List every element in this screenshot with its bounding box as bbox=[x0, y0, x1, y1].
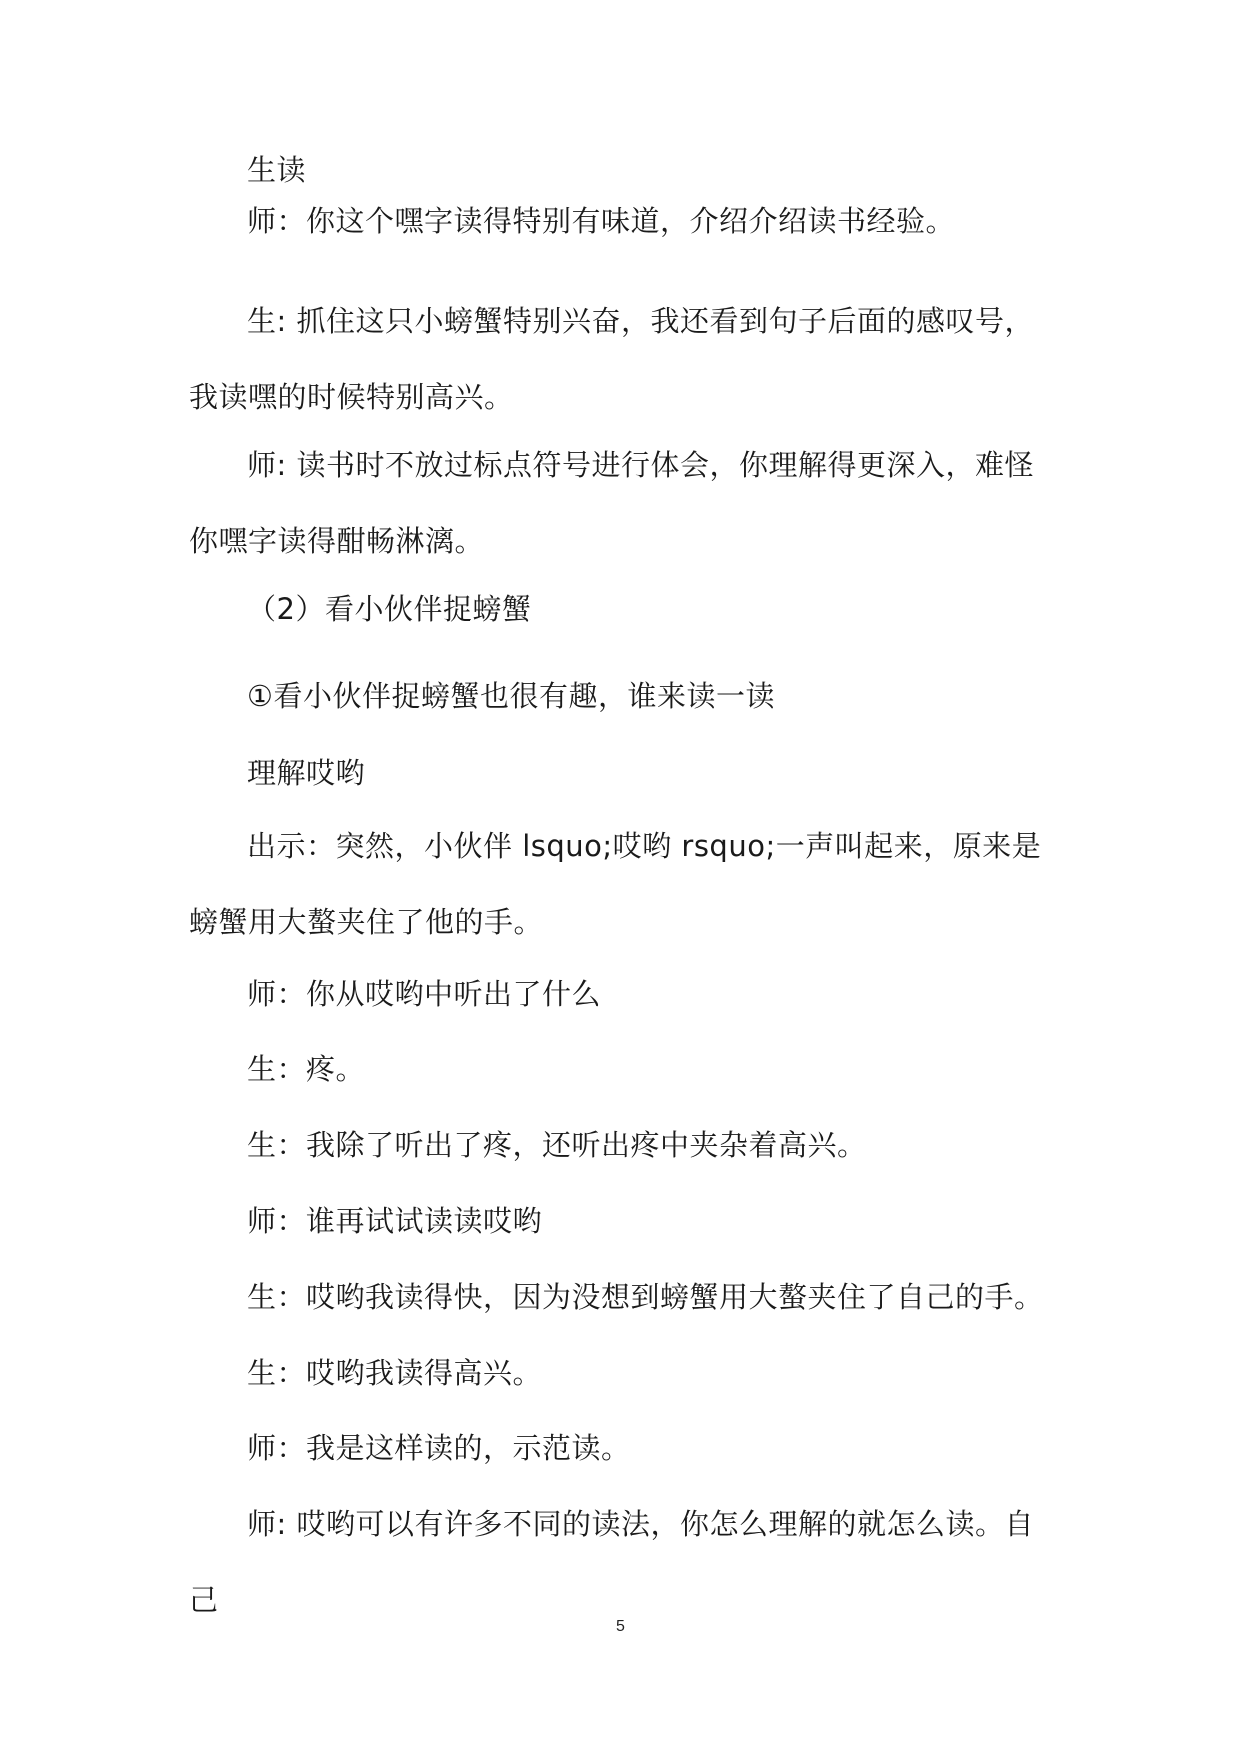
section-heading: （2）看小伙伴捉螃蟹 bbox=[247, 592, 532, 626]
paragraph-1: 生读 bbox=[247, 153, 307, 187]
paragraph-13: 生：哎哟我读得快，因为没想到螃蟹用大螯夹住了自己的手。 bbox=[247, 1280, 1044, 1314]
paragraph-15: 师：我是这样读的，示范读。 bbox=[247, 1431, 631, 1465]
paragraph-12: 师：谁再试试读读哎哟 bbox=[247, 1204, 543, 1238]
paragraph-3: 生: 抓住这只小螃蟹特别兴奋，我还看到句子后面的感叹号，我读嘿的时候特别高兴。 bbox=[189, 304, 1034, 414]
paragraph-10: 生：疼。 bbox=[247, 1052, 366, 1086]
paragraph-7: 理解哎哟 bbox=[247, 756, 366, 790]
paragraph-6: ①看小伙伴捉螃蟹也很有趣，谁来读一读 bbox=[247, 679, 775, 713]
page-number: 5 bbox=[616, 1618, 625, 1635]
paragraph-2: 师：你这个嘿字读得特别有味道，介绍介绍读书经验。 bbox=[247, 204, 956, 238]
paragraph-9: 师：你从哎哟中听出了什么 bbox=[247, 977, 602, 1011]
paragraph-8: 出示：突然，小伙伴 lsquo;哎哟 rsquo;一声叫起来，原来是螃蟹用大螯夹住了他的手。 bbox=[189, 829, 1042, 939]
paragraph-11: 生：我除了听出了疼，还听出疼中夹杂着高兴。 bbox=[247, 1128, 867, 1162]
paragraph-4: 师: 读书时不放过标点符号进行体会，你理解得更深入，难怪你嘿字读得酣畅淋漓。 bbox=[189, 448, 1034, 558]
paragraph-16: 师: 哎哟可以有许多不同的读法，你怎么理解的就怎么读。自己 bbox=[189, 1507, 1034, 1617]
paragraph-14: 生：哎哟我读得高兴。 bbox=[247, 1356, 543, 1390]
